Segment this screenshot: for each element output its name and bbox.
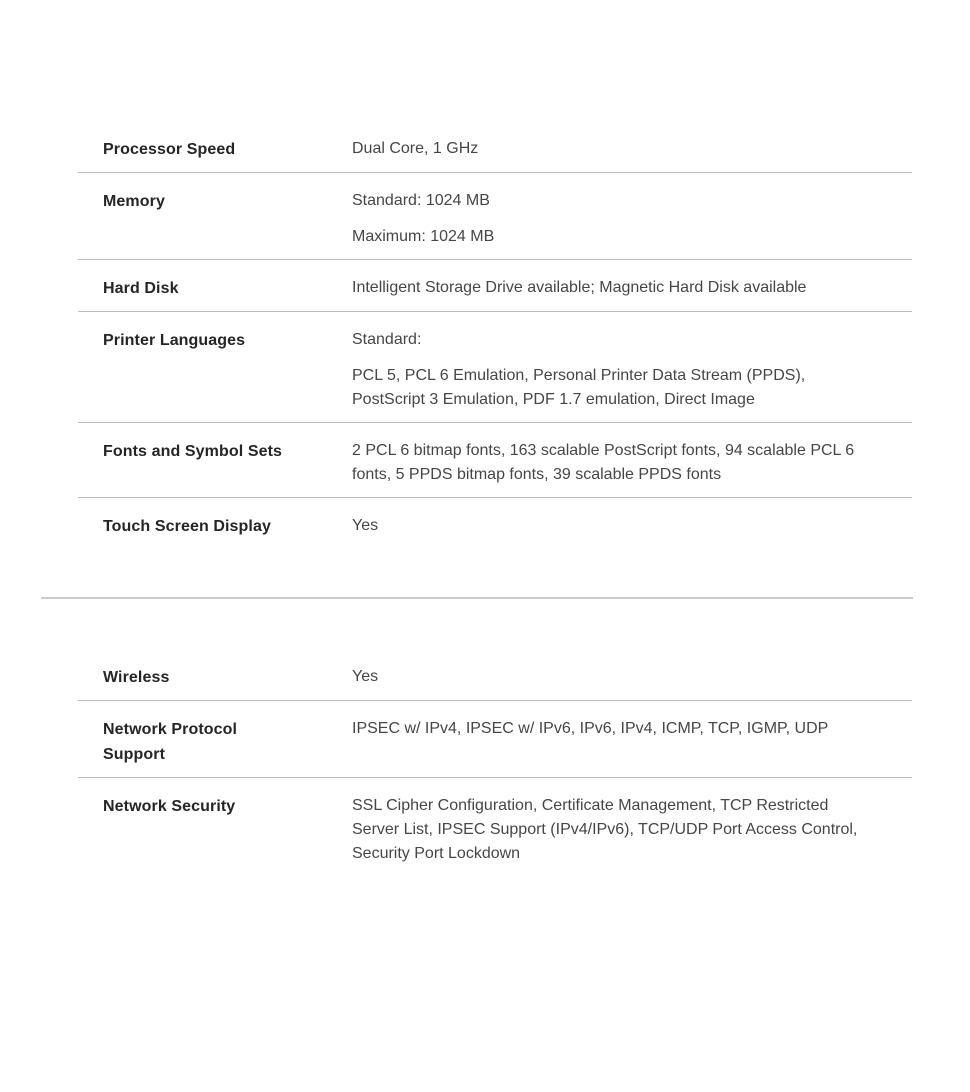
spec-value-paragraph: IPSEC w/ IPv4, IPSEC w/ IPv6, IPv6, IPv4, ICMP, TCP, IGMP, UDP bbox=[352, 719, 829, 737]
spec-label: Fonts and Symbol Sets bbox=[103, 443, 283, 460]
spec-label: Network Protocol Support bbox=[103, 720, 238, 763]
spec-value-paragraph: Intelligent Storage Drive available; Magnetic Hard Disk available bbox=[352, 279, 807, 296]
spec-value-paragraph: 2 PCL 6 bitmap fonts, 163 scalable PostScript fonts, 94 scalable PCL 6 fonts, 5 PPDS bitmap fonts, 39 scalable PPDS fonts bbox=[352, 442, 855, 483]
table-row bbox=[78, 121, 912, 172]
table-row bbox=[78, 777, 912, 876]
spec-value bbox=[352, 514, 912, 538]
table-row bbox=[78, 422, 912, 497]
spec-value bbox=[352, 439, 912, 487]
spec-value bbox=[352, 665, 912, 689]
spec-value-paragraph: Dual Core, 1 GHz bbox=[352, 140, 479, 157]
spec-value bbox=[352, 137, 912, 161]
spec-value-paragraph: PCL 5, PCL 6 Emulation, Personal Printer Data Stream (PPDS), PostScript 3 Emulation, PDF 1.7 emulation, Direct Image bbox=[352, 367, 806, 408]
spec-value-paragraph: Yes bbox=[352, 517, 379, 534]
spec-label: Network Security bbox=[103, 797, 236, 815]
table-row bbox=[78, 311, 912, 422]
section-divider bbox=[41, 597, 913, 599]
spec-value-paragraph: SSL Cipher Configuration, Certificate Management, TCP Restricted Server List, IPSEC Support (IPv4/IPv6), TCP/UDP Port Access Control, Security Port Lockdown bbox=[352, 796, 858, 862]
spec-label: Printer Languages bbox=[103, 332, 246, 349]
spec-label: Memory bbox=[103, 193, 165, 210]
spec-label: Processor Speed bbox=[103, 141, 236, 158]
table-row bbox=[78, 172, 912, 259]
spec-table-network bbox=[78, 649, 912, 876]
table-row bbox=[78, 497, 912, 549]
table-row bbox=[78, 649, 912, 700]
spec-value bbox=[352, 794, 912, 866]
spec-label: Wireless bbox=[103, 668, 170, 686]
spec-value-paragraph: Standard: 1024 MB bbox=[352, 192, 490, 209]
spec-value-paragraph: Standard: bbox=[352, 331, 422, 348]
spec-value-paragraph: Yes bbox=[352, 667, 379, 685]
table-row bbox=[78, 700, 912, 777]
spec-sheet bbox=[0, 121, 970, 1092]
spec-value bbox=[352, 276, 912, 300]
spec-label: Hard Disk bbox=[103, 280, 179, 297]
spec-value-paragraph: Maximum: 1024 MB bbox=[352, 228, 495, 245]
spec-label: Touch Screen Display bbox=[103, 518, 271, 535]
spec-value bbox=[352, 717, 912, 741]
spec-value bbox=[352, 189, 912, 249]
table-row bbox=[78, 259, 912, 311]
spec-value bbox=[352, 328, 912, 412]
spec-table-general bbox=[78, 121, 912, 549]
